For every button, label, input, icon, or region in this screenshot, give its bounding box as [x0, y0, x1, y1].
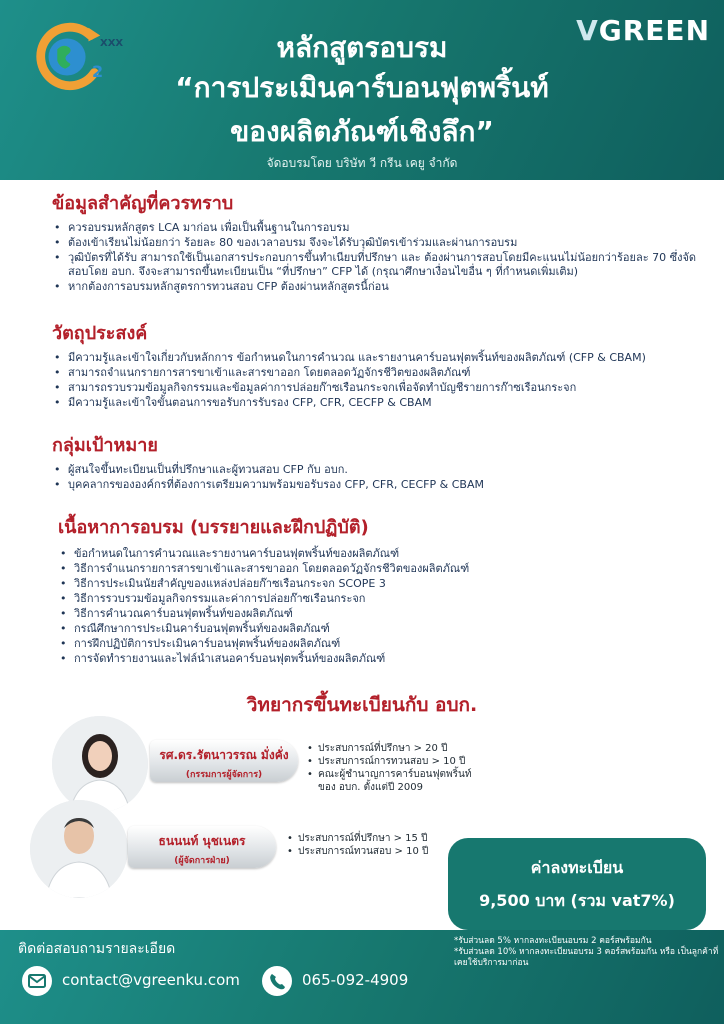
list-item: • ควรอบรมหลักสูตร LCA มาก่อน เพื่อเป็นพื้นฐานในการอบรม: [52, 221, 702, 235]
speakers-title: วิทยากรขึ้นทะเบียนกับ อบก.: [246, 694, 478, 716]
person-icon: [30, 800, 128, 898]
list-item: • กรณีศึกษาการประเมินคาร์บอนฟุตพริ้นท์ของผลิตภัณฑ์: [58, 622, 708, 636]
section-title-content: เนื้อหาการอบรม (บรรยายและฝึกปฏิบัติ): [58, 517, 369, 538]
section-title-target: กลุ่มเป้าหมาย: [52, 435, 158, 456]
speaker-namebar-2: [128, 826, 276, 868]
section-key-info: [52, 188, 702, 295]
list-item: • มีความรู้และเข้าใจขั้นตอนการขอรับการรับรอง CFP, CFR, CECFP & CBAM: [52, 396, 702, 410]
section-title-key-info: ข้อมูลสำคัญที่ควรทราบ: [52, 193, 234, 214]
brand-rest: GREEN: [598, 14, 710, 47]
section-content: [58, 512, 708, 667]
organizer-text: จัดอบรมโดย บริษัท วี กรีน เคยู จำกัด: [266, 156, 458, 170]
envelope-icon: [22, 966, 52, 996]
fee-label: ค่าลงทะเบียน: [530, 858, 624, 877]
content-list: [58, 547, 708, 666]
list-item: • ประสบการณ์ทวนสอบ > 10 ปี: [286, 845, 456, 858]
list-item: • วิธีการรวบรวมข้อมูลกิจกรรมและค่าการปล่อยก๊าซเรือนกระจก: [58, 592, 708, 606]
phone-icon: [262, 966, 292, 996]
speaker-photo-1: [52, 716, 148, 812]
discount-note: *รับส่วนลด 5% หากลงทะเบียนอบรม 2 คอร์สพร้อมกัน: [454, 936, 652, 946]
speaker-photo-2: [30, 800, 128, 898]
registration-fee-box: [448, 838, 706, 930]
section-objectives: [52, 318, 702, 411]
course-title-line1: หลักสูตรอบรม: [276, 31, 448, 64]
target-list: [52, 463, 702, 492]
person-icon: [52, 716, 148, 812]
objectives-list: [52, 351, 702, 410]
discount-note: *รับส่วนลด 10% หากลงทะเบียนอบรม 3 คอร์สพร้อมกัน หรือ เป็นลูกค้าที่เคยใช้บริการมาก่อน: [454, 947, 719, 968]
list-item: • คณะผู้ชำนาญการคาร์บอนฟุตพริ้นท์ของ อบก. ตั้งแต่ปี 2009: [306, 768, 486, 794]
contact-title: ติดต่อสอบถามรายละเอียด: [18, 941, 176, 957]
speaker-namebar-1: [150, 740, 298, 782]
list-item: • ต้องเข้าเรียนไม่น้อยกว่า ร้อยละ 80 ของเวลาอบรม จึงจะได้รับวุฒิบัตรเข้าร่วมและผ่านการอบรม: [52, 236, 702, 250]
speaker-name-1: รศ.ดร.รัตนาวรรณ มั่งคั่ง: [159, 748, 289, 762]
list-item: • ข้อกำหนดในการคำนวณและรายงานคาร์บอนฟุตพริ้นท์ของผลิตภัณฑ์: [58, 547, 708, 561]
speaker-experience-2: [286, 832, 456, 858]
fee-amount: 9,500 บาท (รวม vat7%): [479, 891, 675, 910]
list-item: • ประสบการณ์ที่ปรึกษา > 20 ปี: [306, 742, 486, 755]
list-item: • การจัดทำรายงานและไฟล์นำเสนอคาร์บอนฟุตพริ้นท์ของผลิตภัณฑ์: [58, 652, 708, 666]
list-item: • สามารถรวบรวมข้อมูลกิจกรรมและข้อมูลค่าการปล่อยก๊าซเรือนกระจกเพื่อจัดทำบัญชีรายการก๊าซเรือนกระจก: [52, 381, 702, 395]
list-item: • วุฒิบัตรที่ได้รับ สามารถใช้เป็นเอกสารประกอบการขึ้นทำเนียบที่ปรึกษา และ ต้องผ่านการสอบโดยมีคะแนนไม่น้อยกว่าร้อยละ 70 ซึ่งจัดสอบโดย อบก. จึงจะสามารถขึ้นทะเบียนเป็น “ที่ปรึกษา” CFP ได้ (กรุณาศึกษาเงื่อนไขอื่น ๆ ที่กำหนดเพิ่มเติม): [52, 251, 702, 279]
footer-contact: [0, 930, 724, 1024]
list-item: • วิธีการจำแนกรายการสารขาเข้าและสารขาออก โดยตลอดวัฏจักรชีวิตของผลิตภัณฑ์: [58, 562, 708, 576]
brand-v: V: [576, 14, 599, 47]
speaker-experience-1: [306, 742, 486, 794]
speaker-role-2: (ผู้จัดการฝ่าย): [174, 856, 230, 866]
course-title-line3: ของผลิตภัณฑ์เชิงลึก”: [230, 115, 494, 148]
header-banner: [0, 0, 724, 180]
section-target: [52, 430, 702, 493]
list-item: • การฝึกปฏิบัติการประเมินคาร์บอนฟุตพริ้นท์ของผลิตภัณฑ์: [58, 637, 708, 651]
list-item: • วิธีการคำนวณคาร์บอนฟุตพริ้นท์ของผลิตภัณฑ์: [58, 607, 708, 621]
list-item: • วิธีการประเมินนัยสำคัญของแหล่งปล่อยก๊าซเรือนกระจก SCOPE 3: [58, 577, 708, 591]
section-title-objectives: วัตถุประสงค์: [52, 323, 148, 344]
list-item: • ประสบการณ์การทวนสอบ > 10 ปี: [306, 755, 486, 768]
list-item: • สามารถจำแนกรายการสารขาเข้าและสารขาออก โดยตลอดวัฏจักรชีวิตของผลิตภัณฑ์: [52, 366, 702, 380]
logo-digit: 2: [92, 62, 104, 81]
discount-notes: [454, 936, 720, 969]
key-info-list: [52, 221, 702, 294]
speaker-role-1: (กรรมการผู้จัดการ): [185, 770, 263, 780]
email-link[interactable]: contact@vgreenku.com: [62, 971, 240, 989]
list-item: • บุคคลากรขององค์กรที่ต้องการเตรียมความพร้อมขอรับรอง CFP, CFR, CECFP & CBAM: [52, 478, 522, 492]
list-item: • ประสบการณ์ที่ปรึกษา > 15 ปี: [286, 832, 456, 845]
list-item: • ผู้สนใจขึ้นทะเบียนเป็นที่ปรึกษาและผู้ทวนสอบ CFP กับ อบก.: [52, 463, 702, 477]
logo-subscript: XXX: [100, 38, 124, 49]
course-title-line2: “การประเมินคาร์บอนฟุตพริ้นท์: [175, 71, 549, 104]
list-item: • มีความรู้และเข้าใจเกี่ยวกับหลักการ ข้อกำหนดในการคำนวณ และรายงานคาร์บอนฟุตพริ้นท์ของผลิตภัณฑ์ (CFP & CBAM): [52, 351, 702, 365]
speaker-name-2: ธนนนท์ นุชเนตร: [158, 834, 246, 848]
list-item: • หากต้องการอบรมหลักสูตรการทวนสอบ CFP ต้องผ่านหลักสูตรนี้ก่อน: [52, 280, 702, 294]
phone-link[interactable]: 065-092-4909: [302, 971, 409, 989]
